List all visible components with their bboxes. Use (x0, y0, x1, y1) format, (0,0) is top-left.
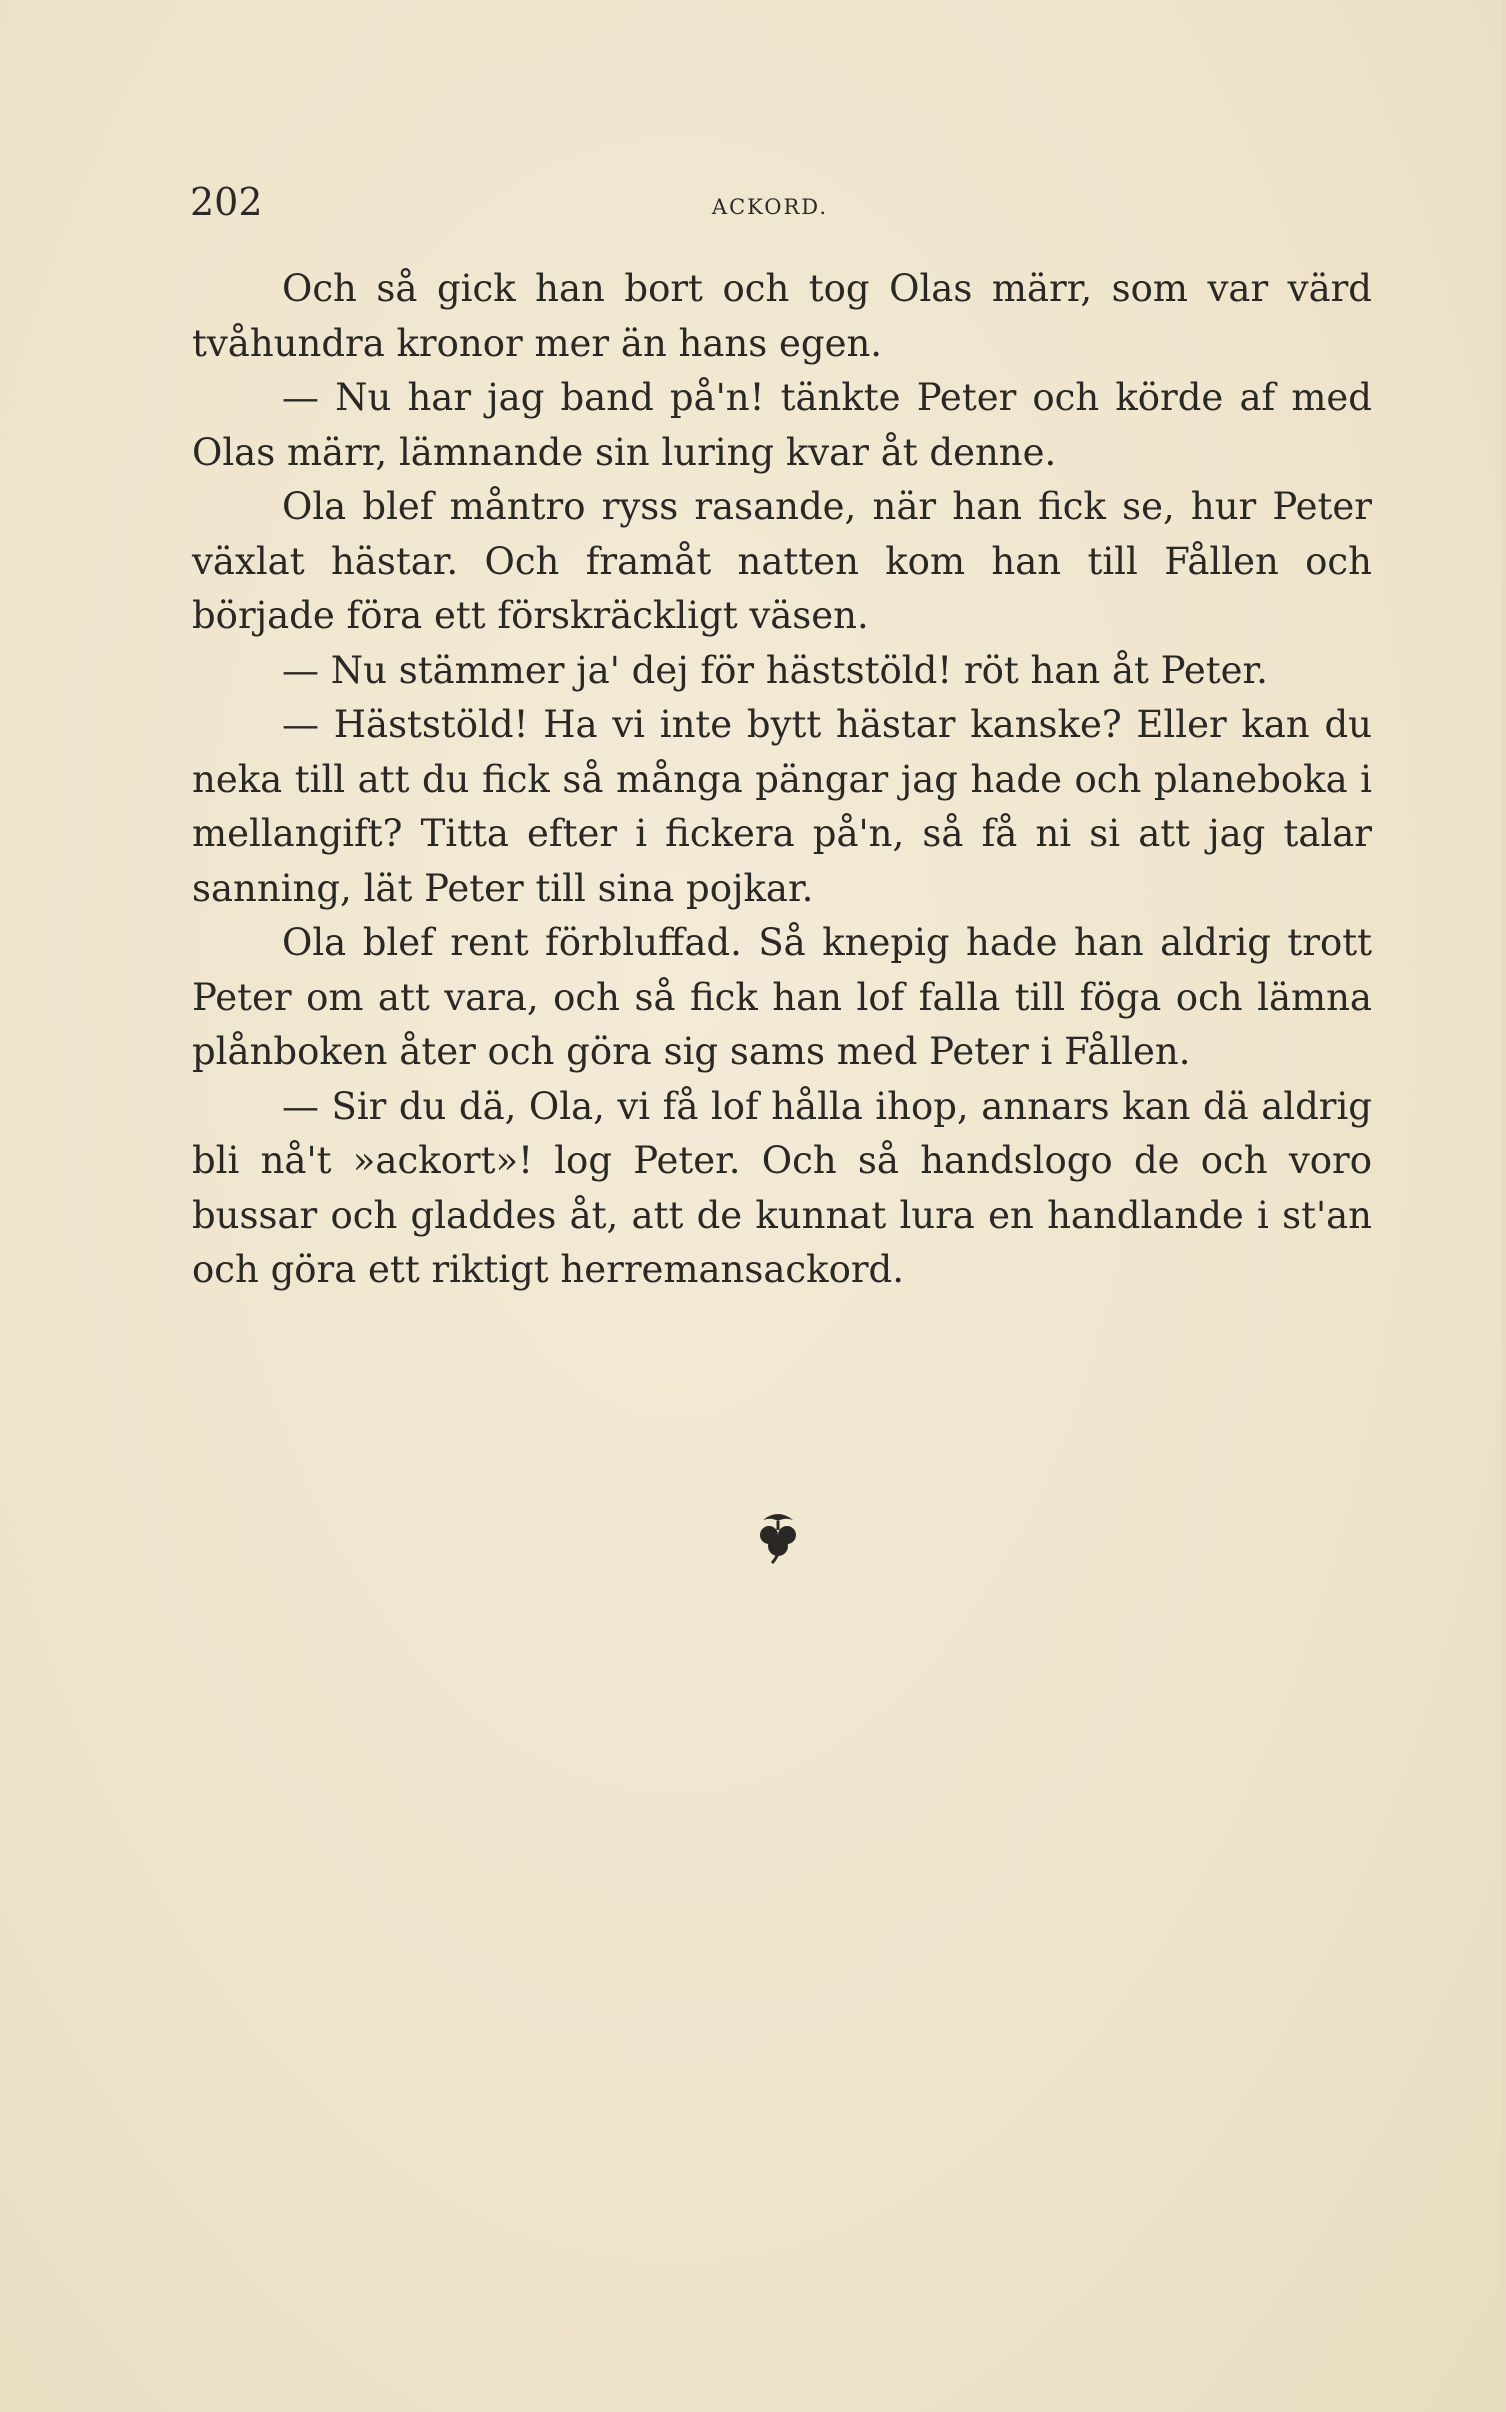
fleuron-ornament-icon (755, 1508, 801, 1564)
paragraph: Ola blef måntro ryss rasande, när han fick se, hur Peter växlat hästar. Och framåt natten kom han till Fållen och började föra ett förskräckligt väsen. (192, 485, 1372, 637)
paragraph: — Nu har jag band på'n! tänkte Peter och körde af med Olas märr, lämnande sin luring kvar åt denne. (192, 376, 1372, 474)
body-text (192, 262, 1372, 1298)
paragraph: — Sir du dä, Ola, vi få lof hålla ihop, annars kan dä aldrig bli nå't »ackort»! log Peter. Och så handslogo de och voro bussar och gladdes åt, att de kunnat lura en handlande i st'an och göra ett riktigt herremansackord. (192, 1084, 1372, 1291)
running-title: ACKORD. (711, 195, 829, 219)
paragraph: — Häststöld! Ha vi inte bytt hästar kanske? Eller kan du neka till att du fick så många pängar jag hade och planeboka i mellangift? Titta efter i fickera på'n, så få ni si att jag talar sanning, lät Peter till sina pojkar. (192, 703, 1372, 910)
paragraph: — Nu stämmer ja' dej för häststöld! röt han åt Peter. (282, 648, 1268, 692)
paragraph: Ola blef rent förbluffad. Så knepig hade han aldrig trott Peter om att vara, och så fick han lof falla till föga och lämna plånboken åter och göra sig sams med Peter i Fållen. (192, 921, 1372, 1073)
paragraph: Och så gick han bort och tog Olas märr, som var värd tvåhundra kronor mer än hans egen. (192, 267, 1372, 365)
page-number: 202 (190, 180, 263, 224)
